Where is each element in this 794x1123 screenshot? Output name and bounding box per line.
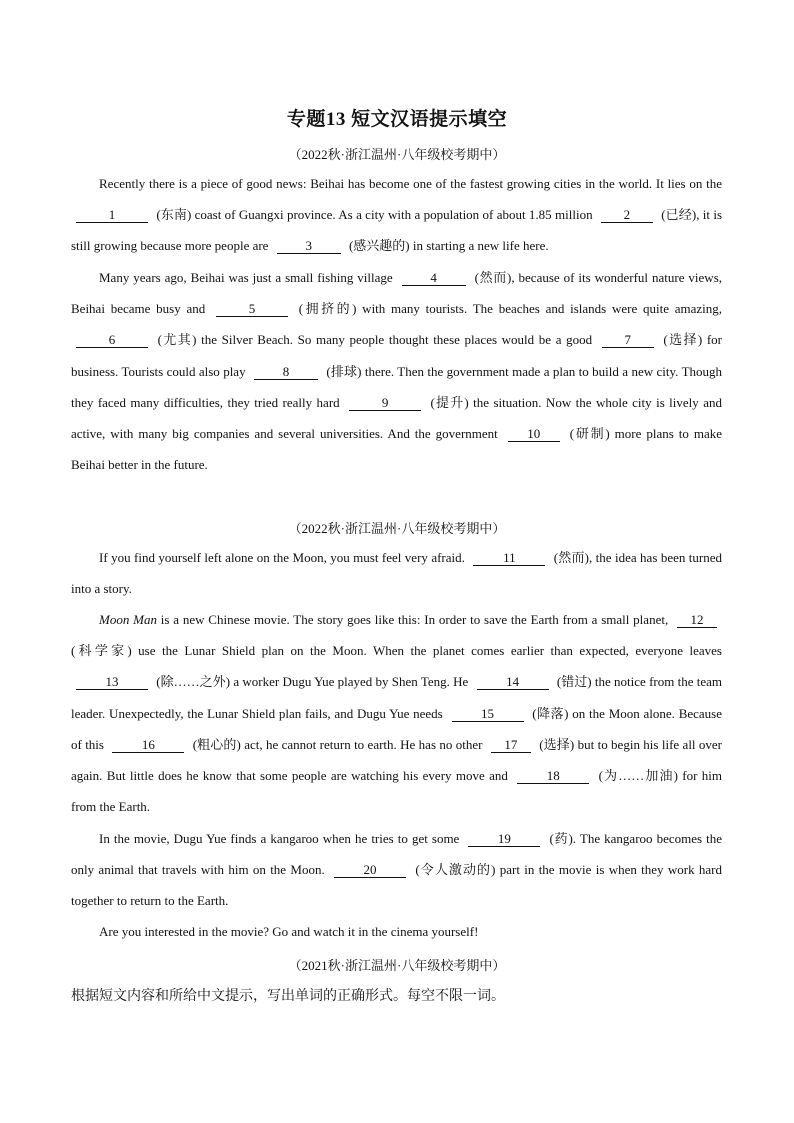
- blank-7[interactable]: 7: [602, 332, 654, 348]
- section3-instruction: 根据短文内容和所给中文提示，写出单词的正确形式。每空不限一词。: [71, 988, 505, 1004]
- blank-17[interactable]: 17: [491, 737, 531, 753]
- movie-title: Moon Man: [99, 612, 157, 627]
- blank-2[interactable]: 2: [601, 207, 653, 223]
- section1-source: （2022秋·浙江温州·八年级校考期中）: [288, 147, 506, 162]
- blank-4[interactable]: 4: [402, 270, 466, 286]
- section2-paragraph-4: Are you interested in the movie? Go and watch it in the cinema yourself!: [99, 924, 479, 939]
- blank-14[interactable]: 14: [477, 674, 549, 690]
- blank-18[interactable]: 18: [517, 768, 589, 784]
- blank-8[interactable]: 8: [254, 364, 318, 380]
- blank-5[interactable]: 5: [216, 301, 288, 317]
- blank-15[interactable]: 15: [452, 706, 524, 722]
- blank-13[interactable]: 13: [76, 674, 148, 690]
- blank-19[interactable]: 19: [468, 831, 540, 847]
- section1-paragraph-2: Many years ago, Beihai was just a small fishing village 4 (然而), because of its wonderful nature views, Beihai became busy and 5 (拥挤的) with many tourists. The beaches and islands were quite amazing, 6 (尤其) the Silver Beach. So many people thought these places would be a good 7 (选择) for business. Tourists could also play 8 (排球) there. Then the government made a plan to build a new city. Though they faced many difficulties, they tried really hard 9 (提升) the situation. Now the whole city is lively and active, with many big companies and several universities. And the government 10 (研制) more plans to make Beihai better in the future.: [71, 270, 723, 473]
- blank-20[interactable]: 20: [334, 862, 406, 878]
- blank-1[interactable]: 1: [76, 207, 148, 223]
- page-title: 专题13 短文汉语提示填空: [286, 109, 508, 130]
- blank-12[interactable]: 12: [677, 612, 717, 628]
- blank-10[interactable]: 10: [508, 426, 560, 442]
- blank-16[interactable]: 16: [112, 737, 184, 753]
- section2-paragraph-3: In the movie, Dugu Yue finds a kangaroo when he tries to get some 19 (药). The kangaroo becomes the only animal that travels with him on the Moon. 20 (令人激动的) part in the movie is when they work hard together to return to the Earth.: [71, 831, 723, 909]
- blank-9[interactable]: 9: [349, 395, 421, 411]
- section1-paragraph-1: Recently there is a piece of good news: Beihai has become one of the fastest growing cities in the world. It lies on the 1 (东南) coast of Guangxi province. As a city with a population of about 1.85 million 2 (已经), it is still growing because more people are 3 (感兴趣的) in starting a new life here.: [71, 176, 723, 254]
- section2-paragraph-1: If you find yourself left alone on the Moon, you must feel very afraid. 11 (然而), the idea has been turned into a story.: [71, 550, 723, 597]
- blank-3[interactable]: 3: [277, 238, 341, 254]
- section2-paragraph-2: Moon Man is a new Chinese movie. The story goes like this: In order to save the Earth from a small planet, 12 (科学家) use the Lunar Shield plan on the Moon. When the planet comes earlier than expected, everyone leaves 13 (除……之外) a worker Dugu Yue played by Shen Teng. He 14 (错过) the notice from the team leader. Unexpectedly, the Lunar Shield plan fails, and Dugu Yue needs 15 (降落) on the Moon alone. Because of this 16 (粗心的) act, he cannot return to earth. He has no other 17 (选择) but to begin his life all over again. But little does he know that some people are watching his every move and 18 (为……加油) for him from the Earth.: [71, 612, 723, 815]
- section2-source: （2022秋·浙江温州·八年级校考期中）: [288, 521, 506, 536]
- section3-source: （2021秋·浙江温州·八年级校考期中）: [288, 958, 506, 973]
- blank-6[interactable]: 6: [76, 332, 148, 348]
- blank-11[interactable]: 11: [473, 550, 545, 566]
